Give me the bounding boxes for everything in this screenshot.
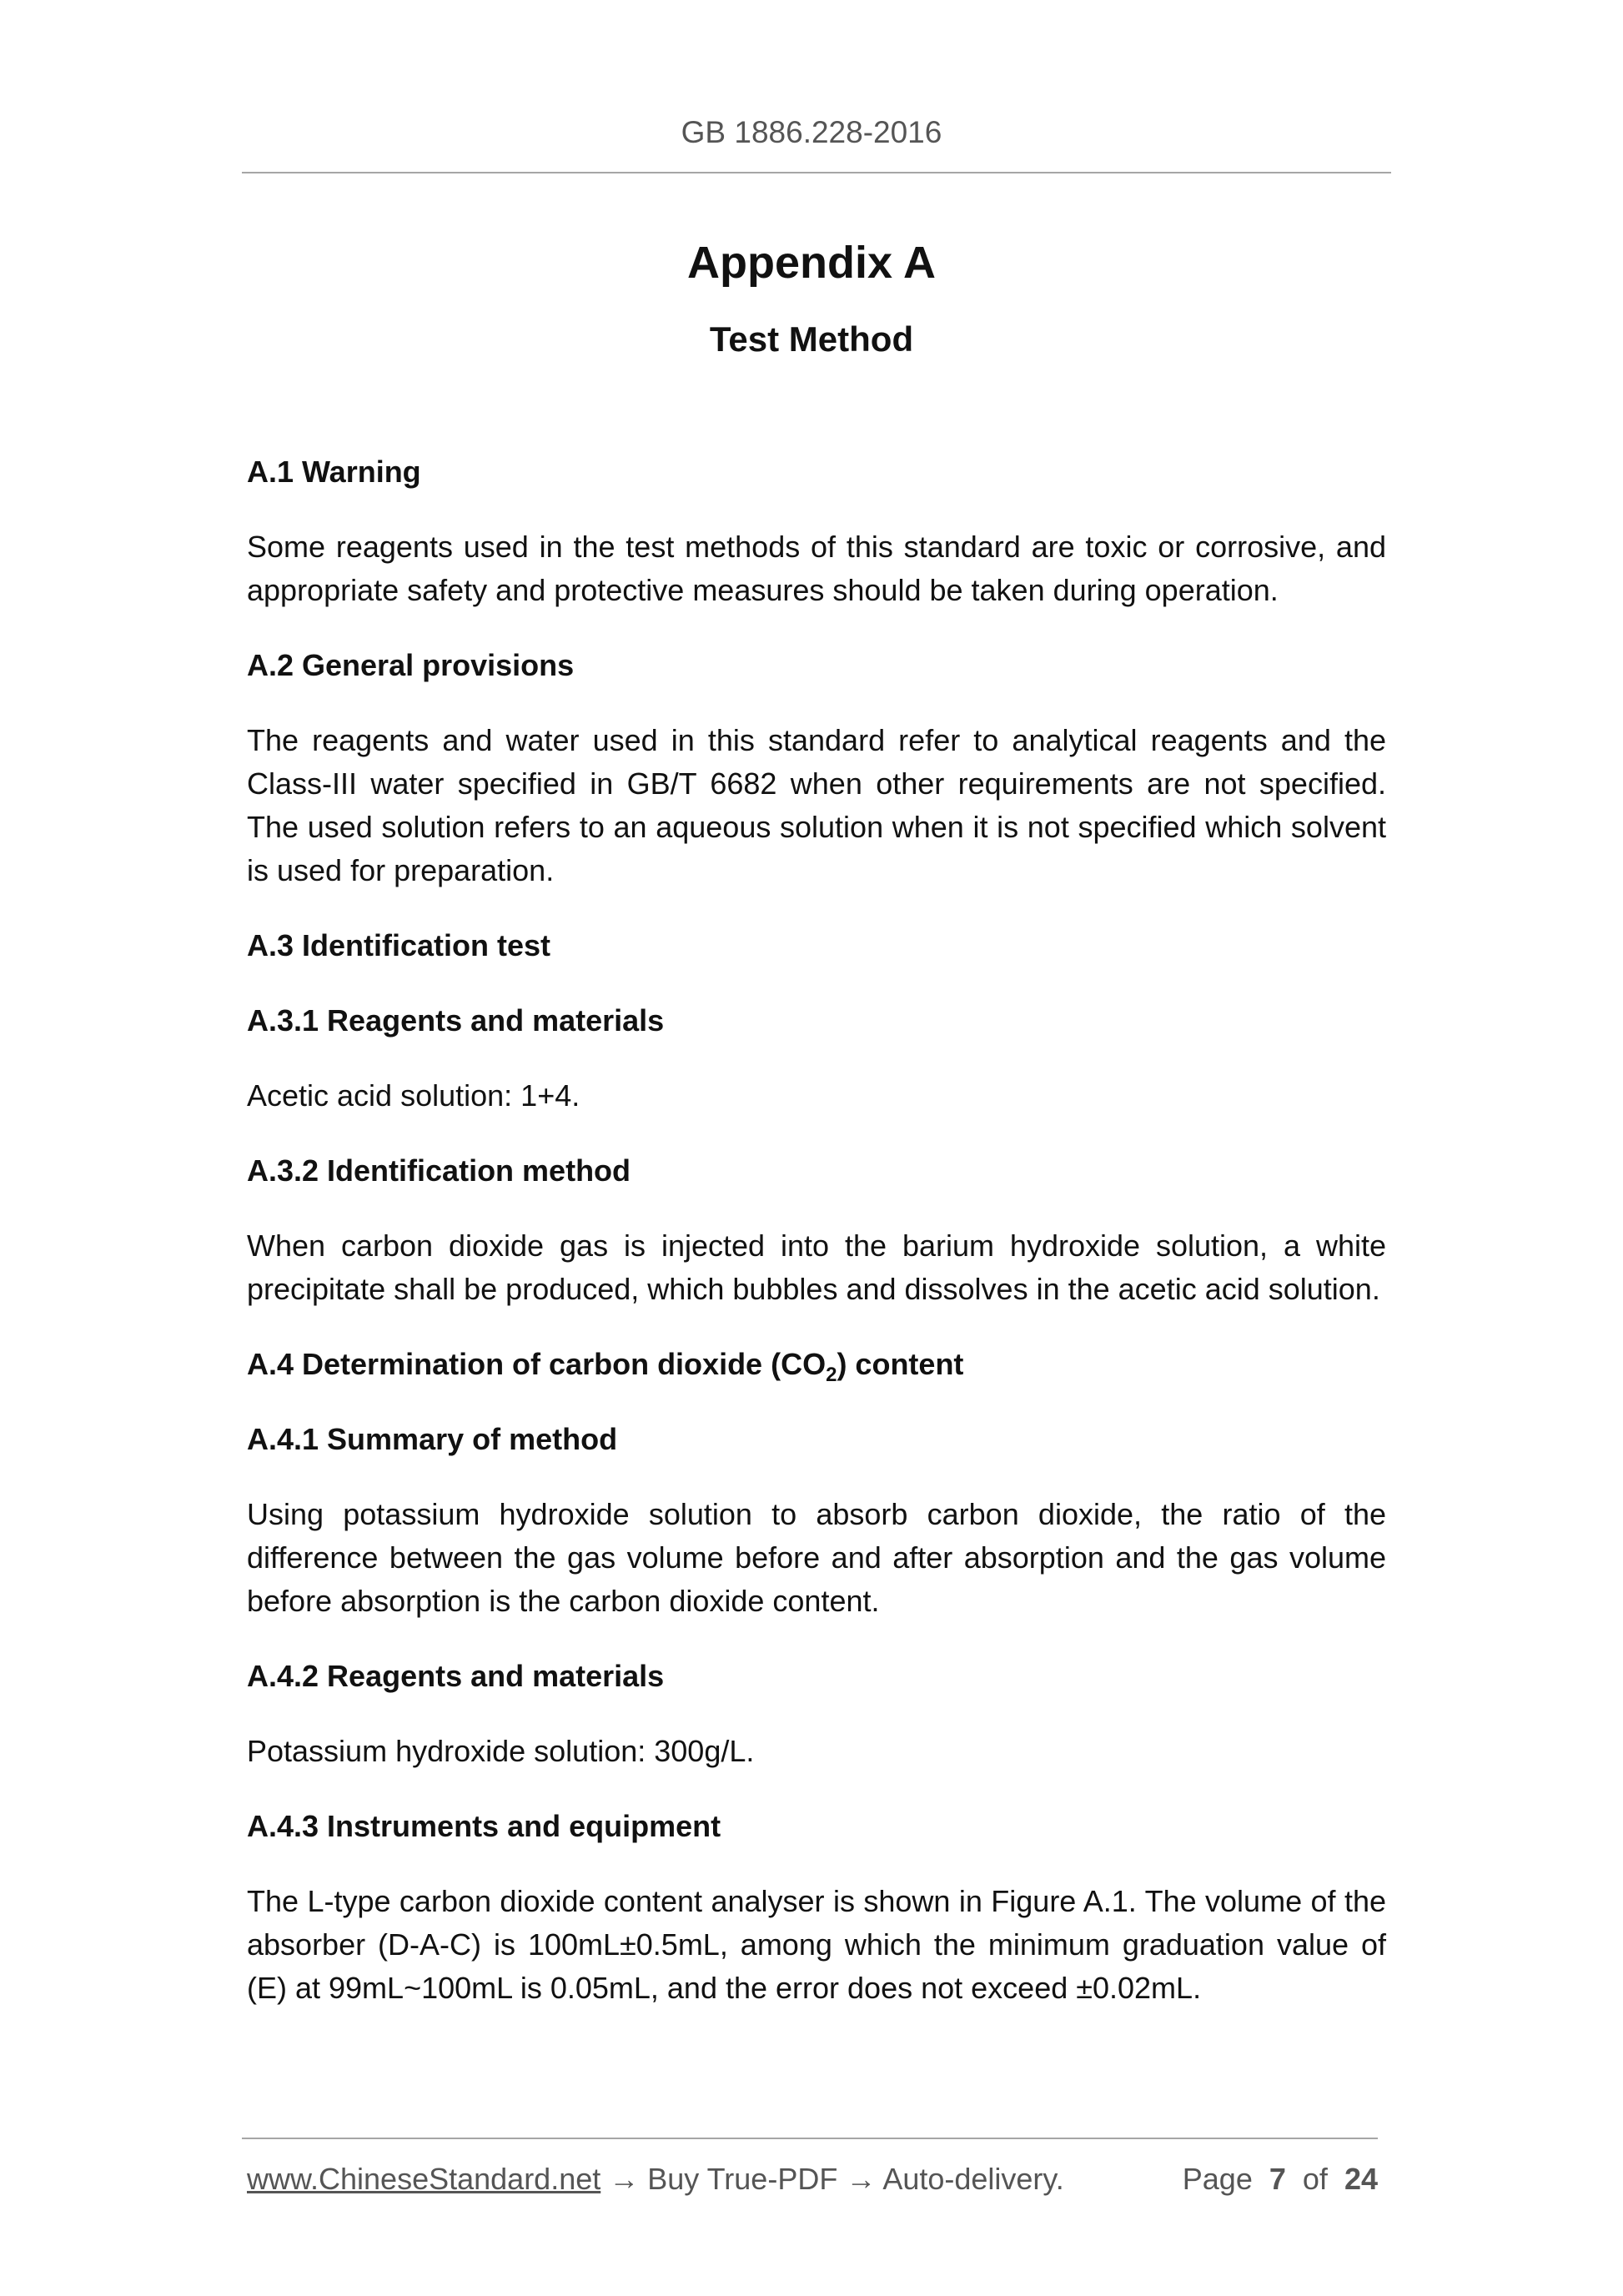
section-heading-a43: A.4.3 Instruments and equipment — [247, 1809, 721, 1843]
section-heading-a4-pre: A.4 Determination of carbon dioxide (CO — [247, 1347, 827, 1381]
section-heading-a2: A.2 General provisions — [247, 648, 575, 682]
footer-divider — [242, 2138, 1378, 2139]
footer-website-link[interactable]: www.ChineseStandard.net — [247, 2162, 601, 2196]
section-text-a32: When carbon dioxide gas is injected into the barium hydroxide solution, a white precipitate shall be produced, which bubbles and dissolves in the acetic acid solution. — [247, 1228, 1386, 1306]
section-text-a42: Potassium hydroxide solution: 300g/L. — [247, 1734, 755, 1768]
section-text-a31: Acetic acid solution: 1+4. — [247, 1078, 580, 1113]
total-pages: 24 — [1344, 2162, 1378, 2196]
section-heading-a4-subscript: 2 — [826, 1364, 837, 1387]
section-heading-a4-post: ) content — [837, 1347, 964, 1381]
appendix-title: Appendix A — [686, 238, 936, 288]
section-heading-a3: A.3 Identification test — [247, 928, 551, 962]
page-number: 7 — [1269, 2162, 1286, 2196]
section-text-a43: The L-type carbon dioxide content analyser is shown in Figure A.1. The volume of the absorber (D-A-C) is 100mL±0.5mL, among which the minimum graduation value of (E) at 99mL~100mL is 0.05mL, and the error does not exceed ±0.02mL. — [247, 1884, 1386, 2005]
section-heading-a32: A.3.2 Identification method — [247, 1153, 631, 1188]
page-footer — [247, 2158, 1378, 2200]
section-heading-a1: A.1 Warning — [247, 455, 421, 489]
page-label: Page — [1182, 2162, 1253, 2196]
section-heading-a41: A.4.1 Summary of method — [247, 1422, 618, 1456]
header-divider — [242, 172, 1391, 173]
section-text-a2: The reagents and water used in this standard refer to analytical reagents and the Class-III water specified in GB/T 6682 when other requirements are not specified. The used solution refers to an aqueous solution when it is not specified which solvent is used for preparation. — [247, 723, 1386, 887]
section-heading-a4 — [247, 1343, 1386, 1386]
document-body — [247, 450, 1386, 2042]
section-heading-a42: A.4.2 Reagents and materials — [247, 1659, 665, 1693]
page-indicator — [1183, 2158, 1378, 2200]
section-text-a41: Using potassium hydroxide solution to absorb carbon dioxide, the ratio of the difference between the gas volume before and after absorption and the gas volume before absorption is the carbon dioxide content. — [247, 1497, 1386, 1618]
footer-tagline: → Buy True-PDF → Auto-delivery. — [600, 2162, 1064, 2196]
section-text-a1: Some reagents used in the test methods of this standard are toxic or corrosive, and appropriate safety and protective measures should be taken during operation. — [247, 530, 1386, 607]
section-heading-a31: A.3.1 Reagents and materials — [247, 1003, 665, 1037]
appendix-subtitle: Test Method — [709, 319, 914, 359]
of-label: of — [1302, 2162, 1328, 2196]
header-standard-code: GB 1886.228-2016 — [681, 115, 942, 149]
